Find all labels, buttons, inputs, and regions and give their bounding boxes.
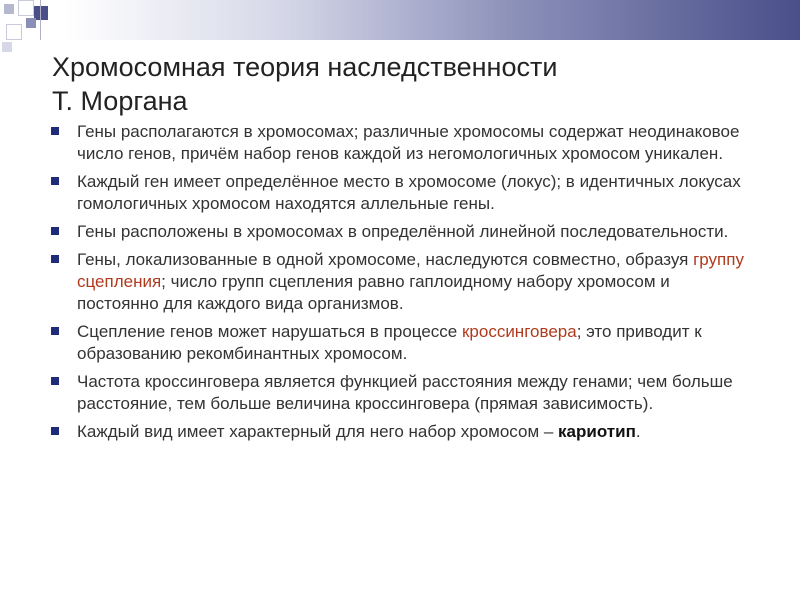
bullet-text-after: ; это приводит к образованию рекомбинантных хромосом. (77, 322, 702, 363)
decor-square (2, 42, 12, 52)
square-bullet-icon (51, 255, 59, 263)
bullet-text-after: ; число групп сцепления равно гаплоидному набору хромосом и постоянно для каждого вида организмов. (77, 272, 670, 313)
square-bullet-icon (51, 427, 59, 435)
title-line-2: Т. Моргана (52, 86, 188, 116)
decor-square (6, 24, 22, 40)
bullet-text: Гены расположены в хромосомах в определённой линейной последовательности. (77, 222, 729, 241)
bullet-item (50, 221, 755, 243)
term-crossing-over: кроссинговера (461, 322, 577, 341)
bullet-item (50, 371, 755, 415)
bullet-item (50, 121, 755, 165)
decor-divider (40, 0, 41, 40)
square-bullet-icon (51, 327, 59, 335)
title-line-1: Хромосомная теория наследственности (52, 52, 558, 82)
bullet-text-before: Гены, локализованные в одной хромосоме, наследуются совместно, образуя (77, 250, 694, 269)
bullet-text-after: . (635, 422, 641, 441)
square-bullet-icon (51, 127, 59, 135)
decor-square (18, 0, 34, 16)
bullet-item (50, 321, 755, 365)
header-decor-band (0, 0, 800, 40)
decor-square (4, 4, 14, 14)
term-karyotype: кариотип (558, 422, 636, 441)
decor-square (26, 18, 36, 28)
square-bullet-icon (51, 227, 59, 235)
bullet-text: Гены располагаются в хромосомах; различные хромосомы содержат неодинаковое число генов, причём набор генов каждой из негомологичных хромосом уникален. (77, 122, 740, 163)
term-linkage-group: группу сцепления (77, 250, 744, 291)
bullet-item (50, 171, 755, 215)
bullet-text: Каждый ген имеет определённое место в хромосоме (локус); в идентичных локусах гомологичных хромосом находятся аллельные гены. (77, 172, 741, 213)
bullet-list (50, 121, 755, 449)
square-bullet-icon (51, 177, 59, 185)
decor-square (34, 6, 48, 20)
bullet-text-before: Сцепление генов может нарушаться в процессе (77, 322, 462, 341)
bullet-text: Частота кроссинговера является функцией расстояния между генами; чем больше расстояние, тем больше величина кроссинговера (прямая зависимость). (77, 372, 733, 413)
bullet-text-before: Каждый вид имеет характерный для него набор хромосом – (77, 422, 559, 441)
slide-title (52, 50, 772, 118)
bullet-item (50, 421, 755, 443)
bullet-item (50, 249, 755, 315)
square-bullet-icon (51, 377, 59, 385)
